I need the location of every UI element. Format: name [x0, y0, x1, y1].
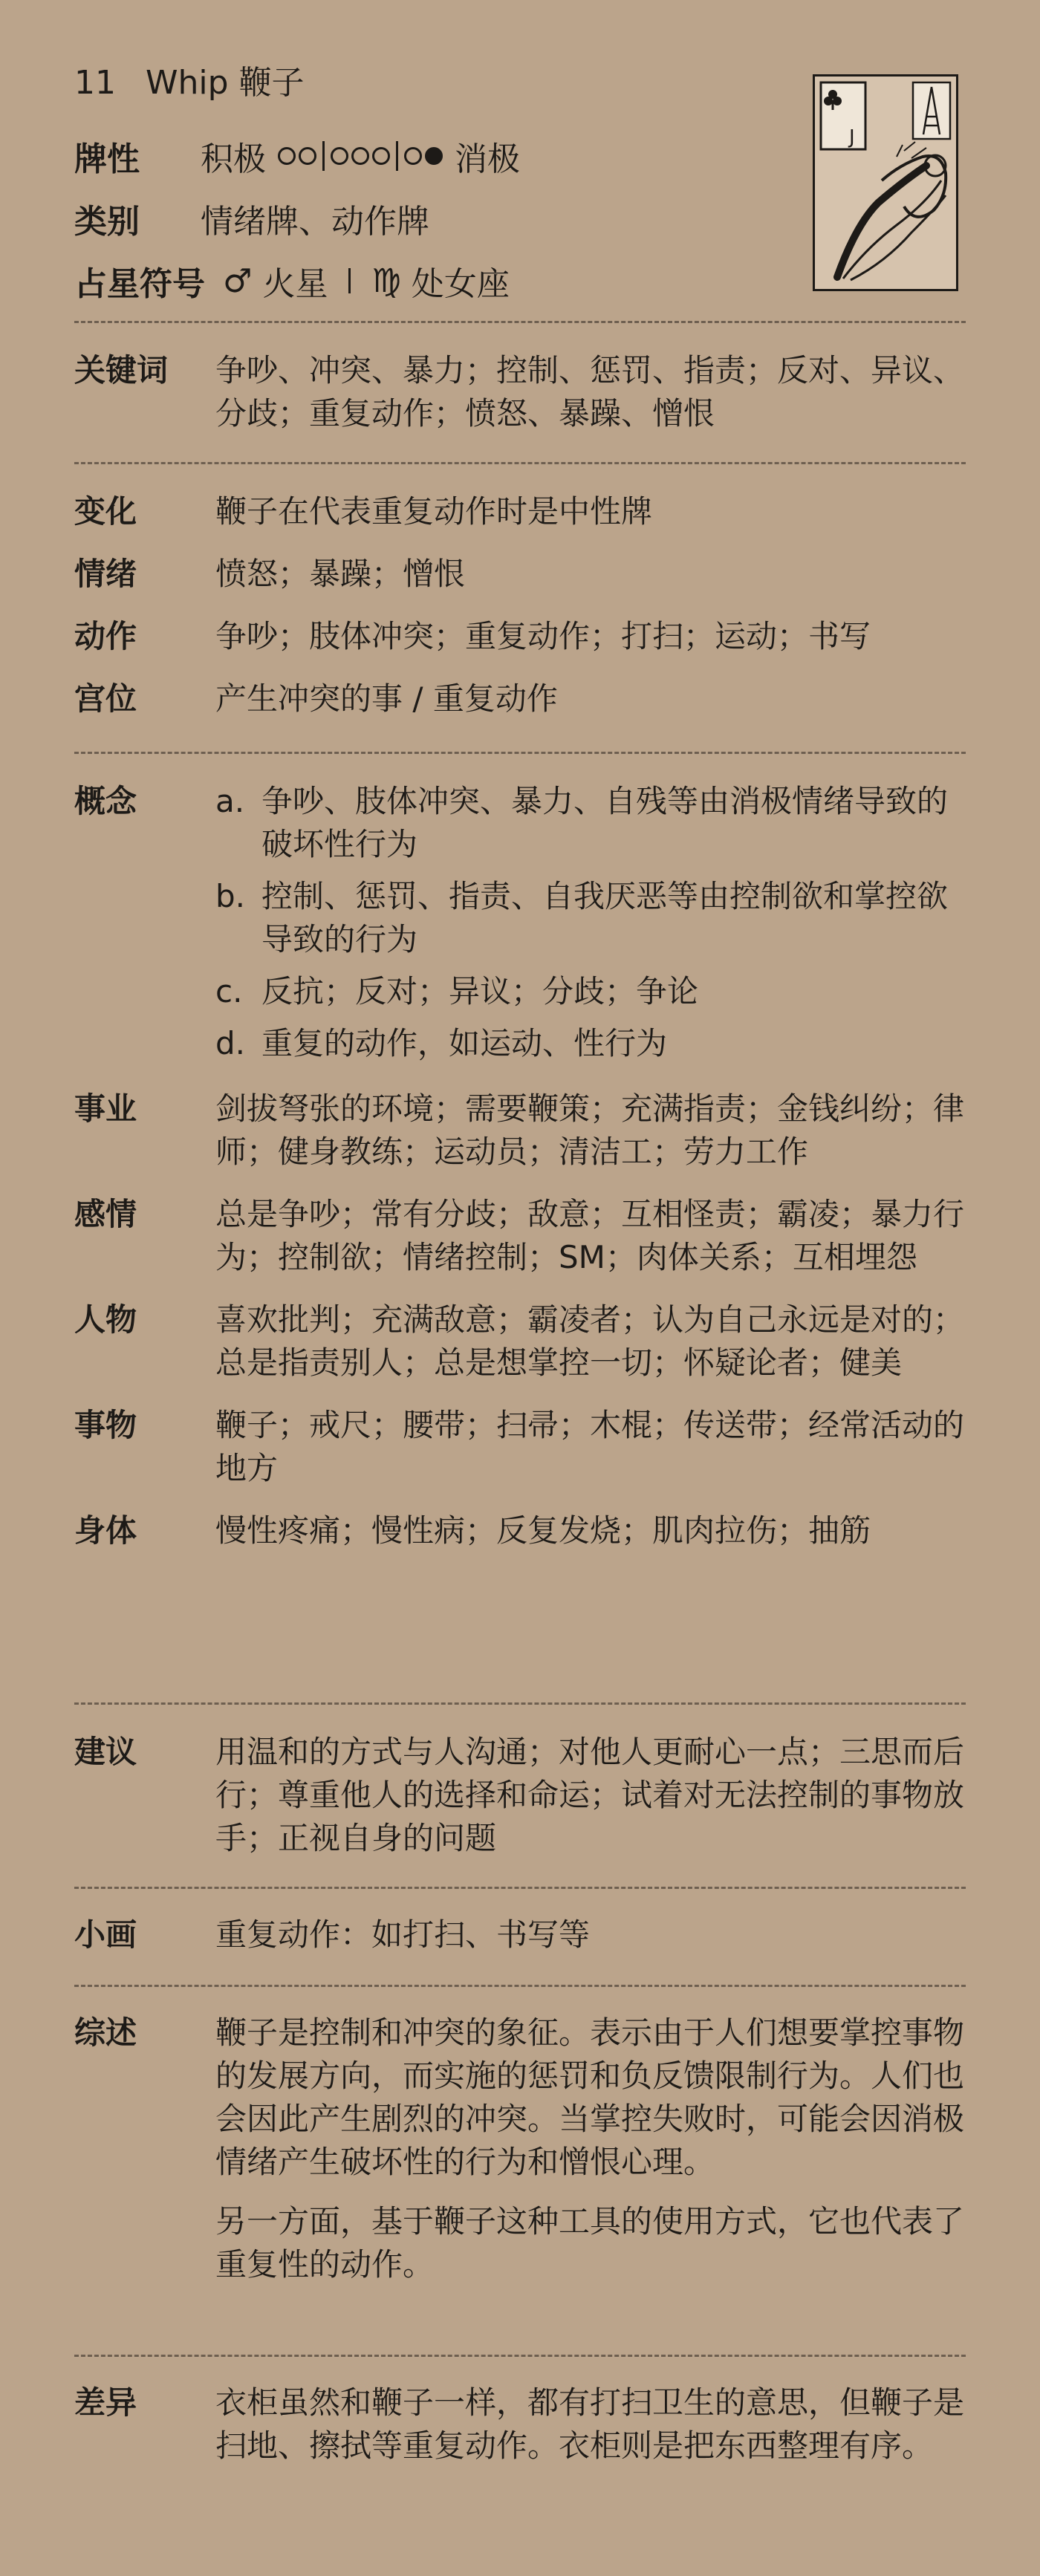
- playing-card-inset: [821, 82, 865, 149]
- summary-paragraph: 鞭子是控制和冲突的象征。表示由于人们想要掌控事物的发展方向，而实施的惩罚和负反馈限制行为。人们也会因此产生剧烈的冲突。当掌控失败时，可能会因消极情绪产生破坏性的行为和憎恨心理。: [215, 2014, 965, 2180]
- eiffel-tower-icon: [913, 82, 950, 139]
- astro-separator: [348, 268, 351, 293]
- action-row: [74, 615, 966, 677]
- small-picture-text: 重复动作：如打扫、书写等: [215, 1916, 591, 1953]
- list-text: 控制、惩罚、指责、自我厌恶等由控制欲和掌控欲导致的行为: [261, 878, 949, 957]
- basics-section: [74, 490, 966, 740]
- card-illustration: [813, 74, 958, 291]
- advice-text: 用温和的方式与人沟通；对他人更耐心一点；三思而后行；尊重他人的选择和命运；试着对无法控制的事物放手；正视自身的问题: [215, 1734, 965, 1856]
- house-row: [74, 677, 966, 740]
- summary-body: [215, 2011, 966, 2286]
- divider: [74, 1702, 966, 1705]
- person-text: 喜欢批判；充满敌意；霸凌者；认为自己永远是对的；总是指责别人；总是想掌控一切；怀疑论者；健美: [215, 1301, 965, 1381]
- divider: [74, 752, 966, 754]
- list-text: 反抗；反对；异议；分歧；争论: [261, 973, 699, 1009]
- summary-row: [74, 2011, 966, 2286]
- person-label: 人物: [74, 1301, 137, 1338]
- list-marker: d.: [215, 1025, 246, 1061]
- list-text: 争吵、肢体冲突、暴力、自残等由消极情绪导致的破坏性行为: [261, 783, 949, 862]
- category-row: [74, 187, 713, 250]
- love-row: [74, 1193, 966, 1279]
- card-number: 11: [74, 64, 116, 102]
- divider: [74, 1887, 966, 1889]
- person-row: [74, 1298, 966, 1385]
- divider: [74, 1985, 966, 1987]
- polarity-negative: 消极: [455, 140, 520, 178]
- change-row: [74, 490, 966, 553]
- keywords-row: [74, 349, 966, 435]
- whip-illustration: [815, 77, 956, 289]
- astro-row: [74, 250, 713, 312]
- virgo-icon: ♍: [371, 261, 401, 300]
- emotion-row: [74, 553, 966, 615]
- polarity-separator: [396, 141, 398, 171]
- list-marker: a.: [215, 783, 245, 819]
- house-label: 宫位: [74, 680, 137, 717]
- list-text: 重复的动作，如运动、性行为: [261, 1025, 668, 1061]
- career-row: [74, 1087, 966, 1174]
- card-rank: J: [849, 126, 855, 149]
- polarity-indicator: [276, 141, 444, 171]
- polarity-label: 牌性: [74, 140, 140, 178]
- astro-planet: 火星: [262, 265, 328, 303]
- polarity-positive: 积极: [201, 140, 266, 178]
- list-item: [215, 1022, 966, 1065]
- polarity-circle: [278, 147, 296, 165]
- keywords-text: 争吵、冲突、暴力；控制、惩罚、指责；反对、异议、分歧；重复动作；愤怒、暴躁、憎恨: [215, 352, 965, 432]
- difference-section: [74, 2381, 966, 2468]
- details-section: [74, 780, 966, 1552]
- card-name: Whip 鞭子: [146, 64, 305, 102]
- change-text: 鞭子在代表重复动作时是中性牌: [215, 493, 653, 530]
- list-item: [215, 970, 966, 1013]
- polarity-circle: [351, 147, 369, 165]
- polarity-circle: [299, 147, 316, 165]
- card-header: [74, 59, 713, 312]
- action-text: 争吵；肢体冲突；重复动作；打扫；运动；书写: [215, 618, 871, 654]
- divider: [74, 462, 966, 464]
- small-picture-label: 小画: [74, 1916, 137, 1953]
- polarity-circle: [372, 147, 390, 165]
- summary-paragraph: 另一方面，基于鞭子这种工具的使用方式，它也代表了重复性的动作。: [215, 2203, 965, 2283]
- keywords-section: [74, 349, 966, 435]
- house-text: 产生冲突的事 / 重复动作: [215, 680, 558, 717]
- list-item: [215, 875, 966, 961]
- career-text: 剑拔弩张的环境；需要鞭策；充满指责；金钱纠纷；律师；健身教练；运动员；清洁工；劳力工作: [215, 1090, 965, 1170]
- polarity-row: [74, 125, 713, 187]
- list-marker: b.: [215, 878, 246, 914]
- love-text: 总是争吵；常有分歧；敌意；互相怪责；霸凌；暴力行为；控制欲；情绪控制；SM；肉体关系；互相埋怨: [215, 1196, 965, 1275]
- action-label: 动作: [74, 618, 137, 654]
- concept-row: [74, 780, 966, 1065]
- divider: [74, 321, 966, 323]
- whip-icon: [837, 142, 946, 280]
- thing-row: [74, 1404, 966, 1490]
- astro-value: [223, 257, 510, 305]
- polarity-circle: [404, 147, 422, 165]
- small-picture-section: [74, 1913, 966, 1957]
- astro-label: 占星符号: [74, 265, 205, 303]
- keywords-label: 关键词: [74, 352, 169, 388]
- difference-label: 差异: [74, 2384, 137, 2421]
- category-value: 情绪牌、动作牌: [201, 203, 429, 241]
- thing-label: 事物: [74, 1407, 137, 1443]
- concept-label: 概念: [74, 783, 137, 819]
- divider: [74, 2355, 966, 2357]
- emotion-text: 愤怒；暴躁；憎恨: [215, 556, 466, 592]
- advice-row: [74, 1731, 966, 1860]
- category-label: 类别: [74, 203, 140, 241]
- emotion-label: 情绪: [74, 556, 137, 592]
- advice-section: [74, 1731, 966, 1860]
- polarity-circle-selected: [425, 147, 443, 165]
- change-label: 变化: [74, 493, 137, 530]
- difference-text: 衣柜虽然和鞭子一样，都有打扫卫生的意思，但鞭子是扫地、擦拭等重复动作。衣柜则是把东西整理有序。: [215, 2384, 965, 2464]
- mars-icon: ♂: [223, 261, 253, 300]
- small-picture-row: [74, 1913, 966, 1957]
- career-label: 事业: [74, 1090, 137, 1127]
- card-title: [74, 59, 713, 111]
- summary-section: [74, 2011, 966, 2286]
- astro-sign: 处女座: [411, 265, 510, 303]
- list-item: [215, 780, 966, 866]
- concept-list: [215, 780, 966, 1065]
- body-text: 慢性疼痛；慢性病；反复发烧；肌肉拉伤；抽筋: [215, 1512, 871, 1549]
- summary-label: 综述: [74, 2014, 137, 2051]
- thing-text: 鞭子；戒尺；腰带；扫帚；木棍；传送带；经常活动的地方: [215, 1407, 965, 1486]
- advice-label: 建议: [74, 1734, 137, 1770]
- list-marker: c.: [215, 973, 243, 1009]
- polarity-separator: [322, 141, 325, 171]
- difference-row: [74, 2381, 966, 2468]
- polarity-circle: [331, 147, 348, 165]
- polarity-scale: [201, 132, 520, 180]
- body-row: [74, 1509, 966, 1552]
- love-label: 感情: [74, 1196, 137, 1232]
- body-label: 身体: [74, 1512, 137, 1549]
